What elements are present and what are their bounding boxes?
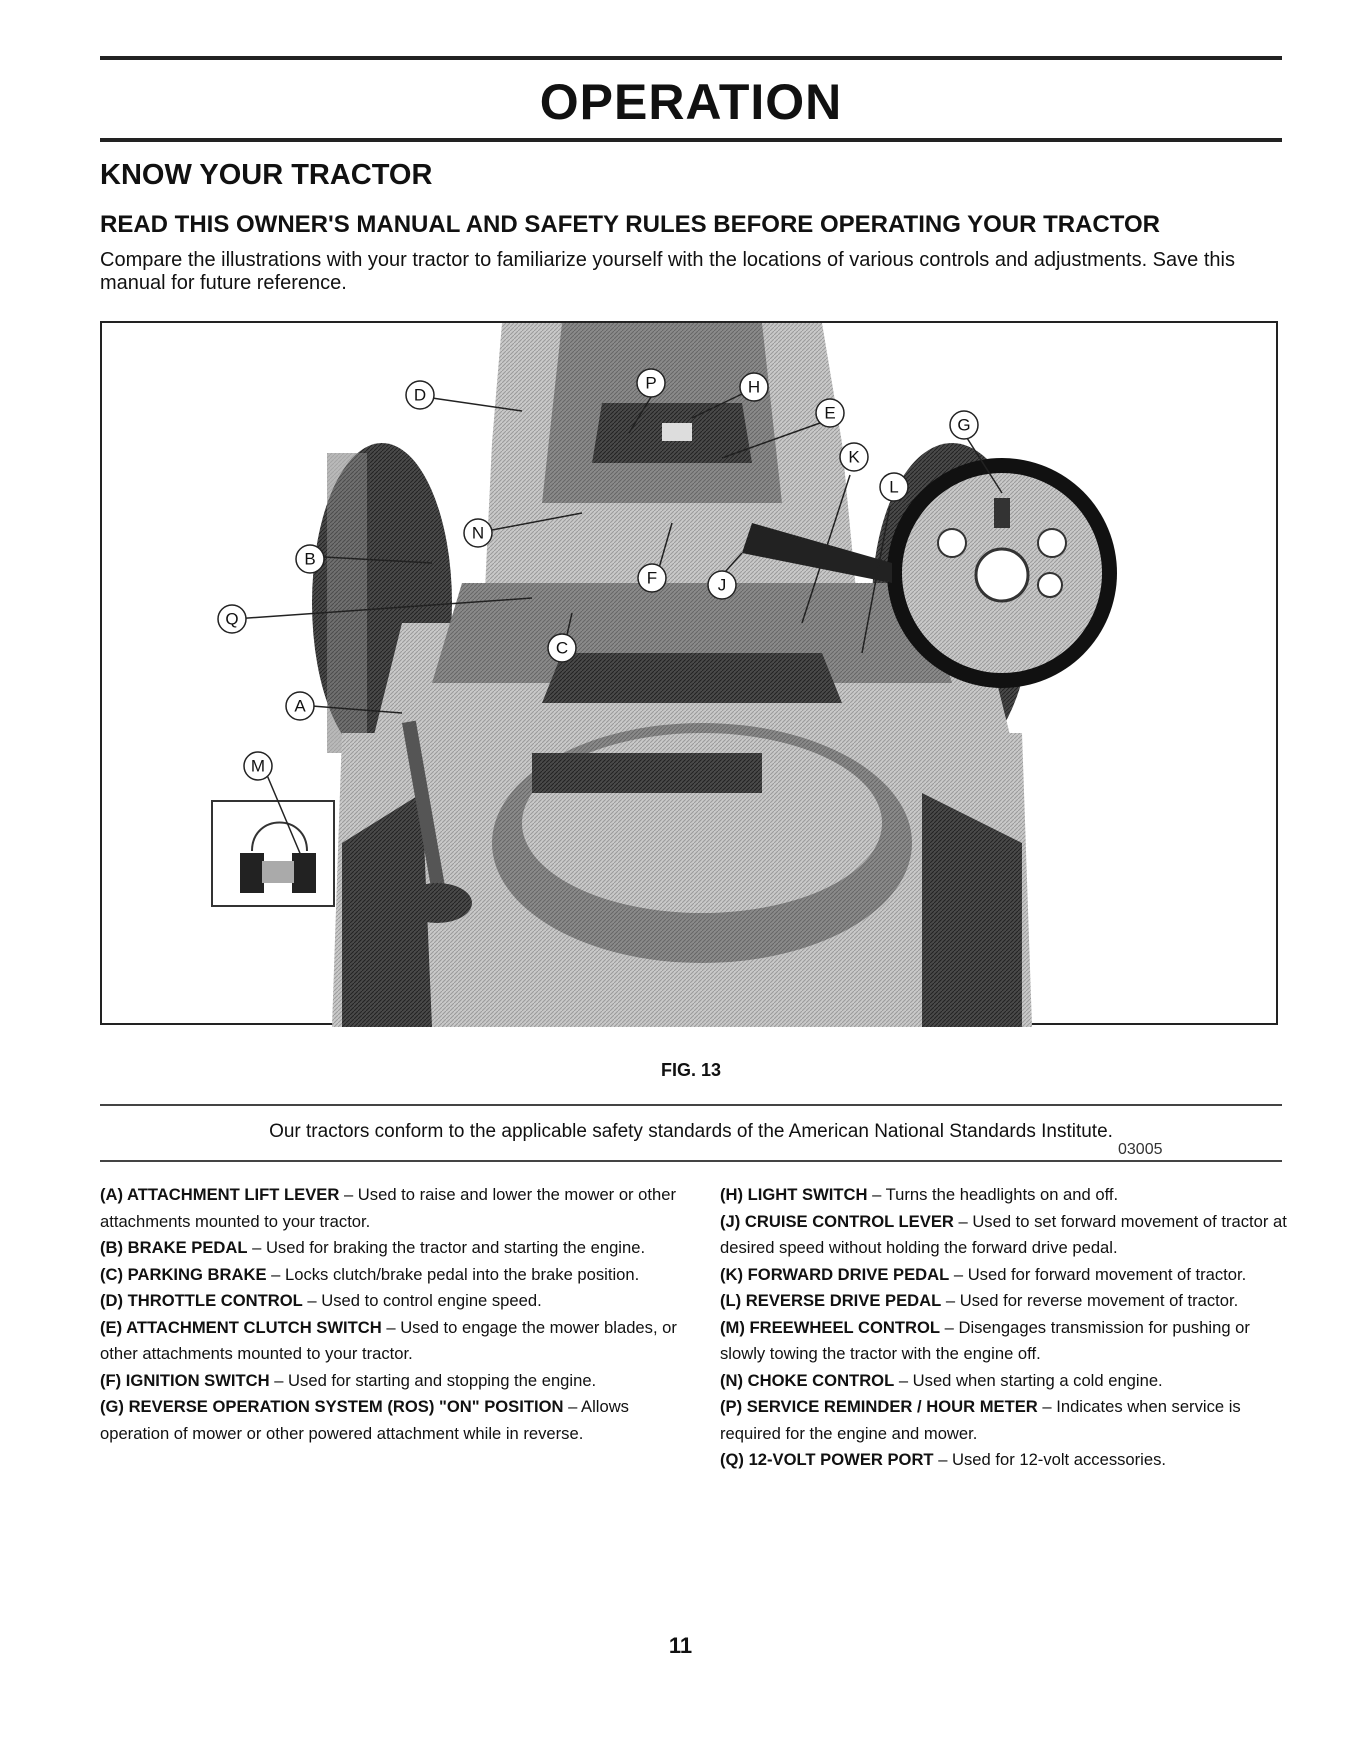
- callout-label: K: [848, 447, 860, 467]
- control-term: (F) IGNITION SWITCH: [100, 1370, 270, 1390]
- callout-label: C: [555, 638, 569, 658]
- control-description: – Used for braking the tractor and starting the engine.: [247, 1238, 646, 1257]
- control-term: (N) CHOKE CONTROL: [720, 1370, 895, 1390]
- callout-h-icon: [740, 373, 768, 401]
- control-term: (E) ATTACHMENT CLUTCH SWITCH: [100, 1317, 382, 1337]
- notice-top-rule: [100, 1104, 1282, 1106]
- callout-m-icon: [244, 752, 272, 780]
- callout-label: N: [471, 523, 485, 543]
- intro-paragraph: Compare the illustrations with your tractor to familiarize yourself with the locations of various controls and adjustments. Save this manual for future reference.: [100, 249, 1235, 294]
- callout-l-icon: [880, 473, 908, 501]
- callout-label: H: [747, 377, 761, 397]
- control-entry: [720, 1209, 1295, 1262]
- callout-label: M: [250, 756, 266, 776]
- figure-caption: FIG. 13: [660, 1060, 722, 1080]
- top-rule: [100, 56, 1282, 60]
- callout-label: Q: [225, 609, 239, 629]
- control-entry: [100, 1235, 680, 1262]
- control-entry: [100, 1182, 680, 1235]
- control-entry: [100, 1315, 680, 1368]
- control-description: – Locks clutch/brake pedal into the brake position.: [266, 1264, 640, 1284]
- control-description: – Allows operation of mower or other powered attachment while in reverse.: [100, 1397, 629, 1443]
- callout-d-icon: [406, 381, 434, 409]
- callout-f-icon: [638, 564, 666, 592]
- control-term: (Q) 12-VOLT POWER PORT: [720, 1450, 934, 1469]
- control-entry: [100, 1368, 680, 1395]
- callout-q-icon: [218, 605, 246, 633]
- control-entry: [720, 1262, 1295, 1289]
- callout-label: J: [717, 575, 727, 595]
- control-entry: [720, 1368, 1295, 1395]
- notice-bottom-rule: [100, 1160, 1282, 1162]
- callout-label: L: [889, 477, 899, 497]
- control-description: – Turns the headlights on and off.: [867, 1185, 1119, 1204]
- control-description: – Used for forward movement of tractor.: [949, 1264, 1247, 1284]
- callout-e-icon: [816, 399, 844, 427]
- page-title: OPERATION: [539, 74, 843, 130]
- safety-subheading: READ THIS OWNER'S MANUAL AND SAFETY RULES BEFORE OPERATING YOUR TRACTOR: [100, 211, 1160, 238]
- callout-k-icon: [840, 443, 868, 471]
- figure-number: 03005: [1118, 1141, 1163, 1158]
- callout-n-icon: [464, 519, 492, 547]
- control-entry: [100, 1262, 680, 1289]
- control-description: – Used when starting a cold engine.: [894, 1370, 1163, 1390]
- callout-label: B: [304, 549, 316, 569]
- control-term: (M) FREEWHEEL CONTROL: [720, 1317, 941, 1337]
- control-entry: [100, 1288, 680, 1315]
- controls-list-left: [100, 1182, 680, 1447]
- control-description: – Used to set forward movement of tractor at desired speed without holding the forward drive pedal.: [720, 1211, 1287, 1257]
- callout-b-icon: [296, 545, 324, 573]
- section-title: KNOW YOUR TRACTOR: [100, 159, 433, 191]
- callout-label: D: [413, 385, 427, 405]
- ansi-notice: Our tractors conform to the applicable safety standards of the American National Standards Institute.: [269, 1121, 1113, 1142]
- control-term: (K) FORWARD DRIVE PEDAL: [720, 1264, 950, 1284]
- callout-c-icon: [548, 634, 576, 662]
- control-description: – Indicates when service is required for the engine and mower.: [720, 1397, 1241, 1443]
- callout-label: P: [645, 373, 657, 393]
- control-term: (A) ATTACHMENT LIFT LEVER: [100, 1185, 340, 1204]
- control-entry: [720, 1394, 1295, 1447]
- control-description: – Used for 12-volt accessories.: [933, 1450, 1166, 1469]
- control-term: (C) PARKING BRAKE: [100, 1264, 267, 1284]
- callout-label: G: [957, 415, 971, 435]
- control-entry: [720, 1182, 1295, 1209]
- controls-list-right: [720, 1182, 1295, 1474]
- control-term: (J) CRUISE CONTROL LEVER: [720, 1211, 954, 1231]
- callout-label: F: [646, 568, 658, 588]
- control-term: (H) LIGHT SWITCH: [720, 1185, 868, 1204]
- control-entry: [100, 1394, 680, 1447]
- title-underline: [100, 138, 1282, 142]
- control-description: – Used to engage the mower blades, or other attachments mounted to your tractor.: [100, 1317, 677, 1363]
- control-entry: [720, 1447, 1295, 1474]
- control-description: – Used to control engine speed.: [302, 1291, 542, 1310]
- callout-a-icon: [286, 692, 314, 720]
- page-number: 11: [668, 1633, 693, 1658]
- callout-j-icon: [708, 571, 736, 599]
- control-term: (P) SERVICE REMINDER / HOUR METER: [720, 1397, 1038, 1416]
- callout-p-icon: [637, 369, 665, 397]
- control-entry: [720, 1315, 1295, 1368]
- callout-label: E: [824, 403, 836, 423]
- callout-label: A: [294, 696, 306, 716]
- control-description: – Used to raise and lower the mower or other attachments mounted to your tractor.: [100, 1185, 677, 1231]
- control-description: – Disengages transmission for pushing or slowly towing the tractor with the engine off.: [720, 1317, 1250, 1363]
- callout-g-icon: [950, 411, 978, 439]
- control-description: – Used for reverse movement of tractor.: [941, 1291, 1239, 1310]
- control-term: (B) BRAKE PEDAL: [100, 1238, 248, 1257]
- control-term: (L) REVERSE DRIVE PEDAL: [720, 1291, 942, 1310]
- control-term: (G) REVERSE OPERATION SYSTEM (ROS) "ON" POSITION: [100, 1397, 564, 1416]
- control-entry: [720, 1288, 1295, 1315]
- control-description: – Used for starting and stopping the engine.: [269, 1370, 597, 1390]
- control-term: (D) THROTTLE CONTROL: [100, 1291, 303, 1310]
